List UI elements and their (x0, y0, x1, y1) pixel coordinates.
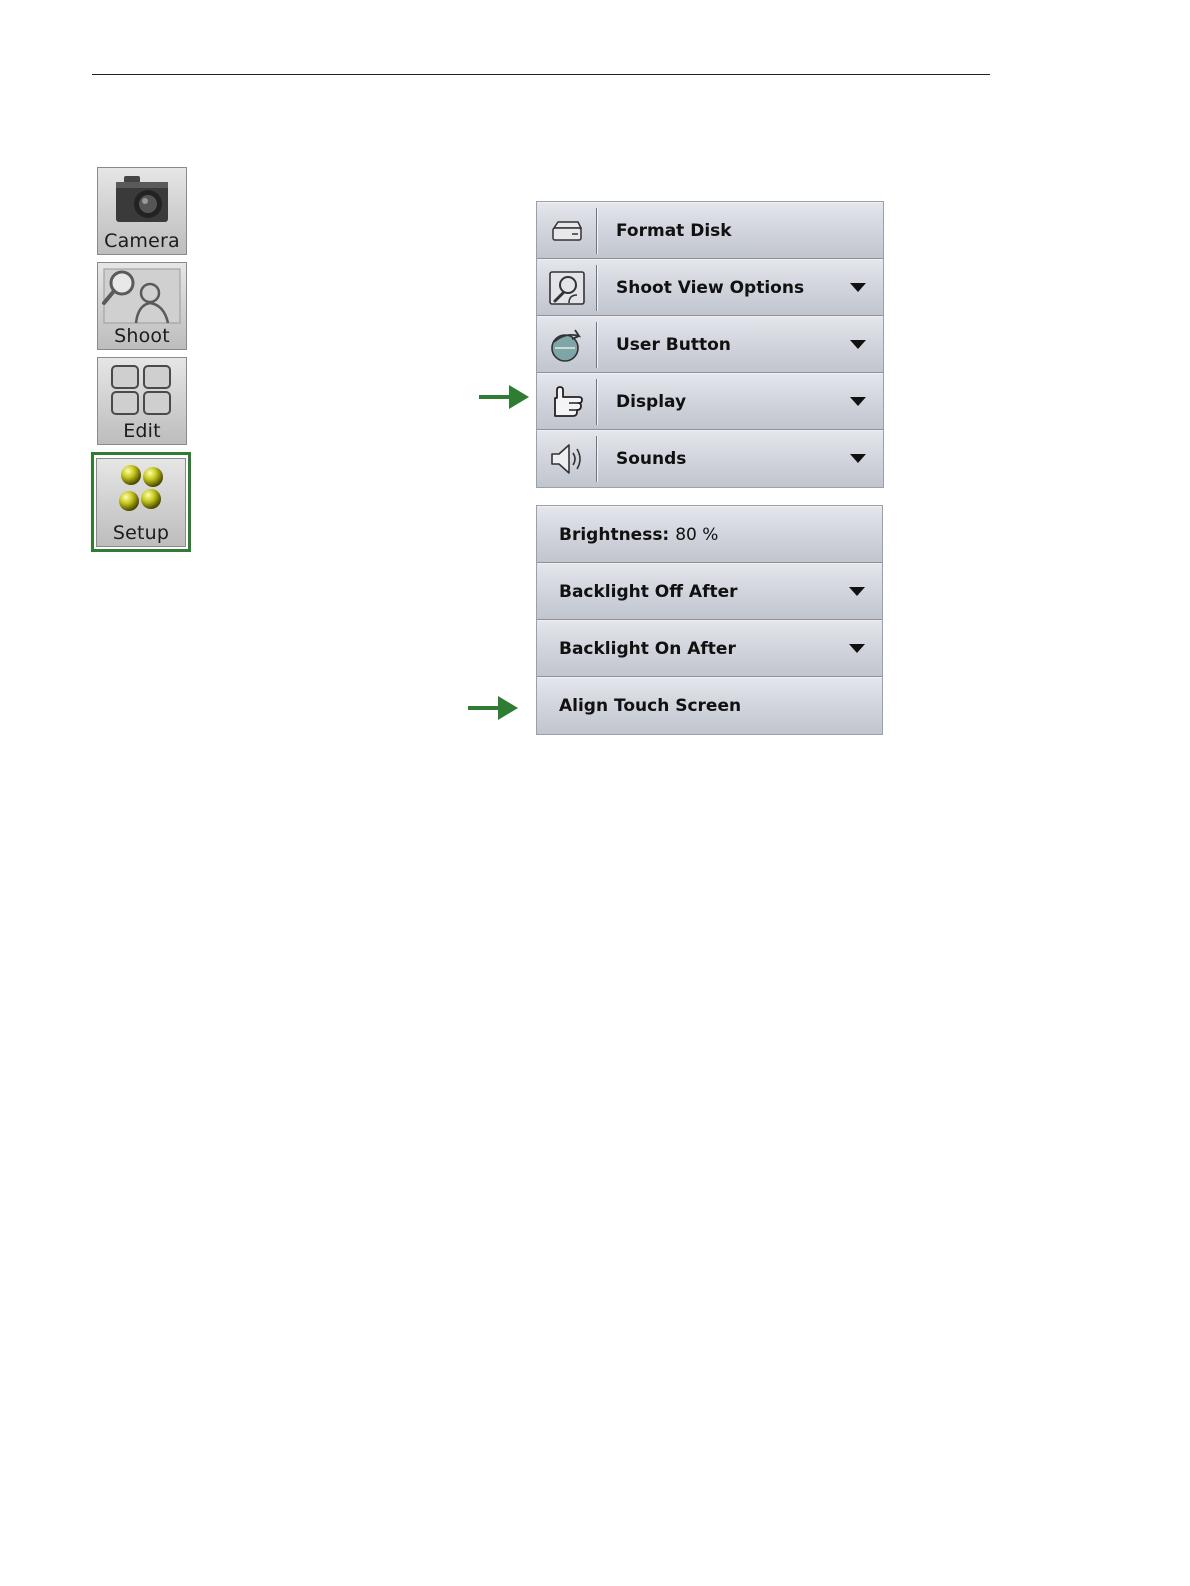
setup-mode-button[interactable] (96, 458, 186, 547)
display-menu (536, 505, 883, 735)
brightness-value: 80 % (675, 525, 719, 545)
chevron-down-icon (850, 340, 866, 349)
backlight-on-after-item[interactable] (537, 620, 882, 677)
disk-icon (537, 203, 596, 259)
shoot-view-options-item[interactable] (537, 259, 883, 316)
row-separator (596, 322, 597, 368)
align-touch-screen-callout-arrow (468, 696, 518, 720)
chevron-down-icon (849, 644, 865, 653)
backlight-off-after-label: Backlight Off After (559, 582, 738, 602)
chevron-down-icon (850, 454, 866, 463)
user-button-item[interactable] (537, 316, 883, 373)
row-separator (596, 436, 597, 482)
sounds-item[interactable] (537, 430, 883, 487)
chevron-down-icon (850, 283, 866, 292)
backlight-off-after-item[interactable] (537, 563, 882, 620)
edit-mode-label: Edit (123, 420, 161, 442)
row-separator (596, 265, 597, 311)
chevron-down-icon (849, 587, 865, 596)
align-touch-screen-item[interactable] (537, 677, 882, 734)
format-disk-label: Format Disk (616, 221, 732, 241)
row-separator (596, 208, 597, 254)
shoot-view-options-label: Shoot View Options (616, 278, 805, 298)
display-callout-arrow (479, 385, 529, 409)
edit-mode-button[interactable] (97, 357, 187, 445)
shoot-mode-label: Shoot (114, 325, 170, 347)
backlight-on-after-label: Backlight On After (559, 639, 736, 659)
sounds-label: Sounds (616, 449, 687, 469)
shoot-view-icon (537, 260, 596, 316)
header-rule (92, 74, 990, 75)
shoot-icon (98, 263, 186, 327)
setup-mode-label: Setup (112, 522, 170, 544)
camera-icon (98, 168, 186, 232)
row-separator (596, 379, 597, 425)
speaker-icon (537, 431, 596, 487)
display-label: Display (616, 392, 687, 412)
shoot-mode-button[interactable] (97, 262, 187, 350)
pointing-hand-icon (537, 374, 596, 430)
chevron-down-icon (850, 397, 866, 406)
brightness-label: Brightness: (559, 525, 670, 545)
setup-menu (536, 201, 884, 488)
display-item[interactable] (537, 373, 883, 430)
setup-icon (97, 459, 185, 523)
camera-mode-label: Camera (104, 230, 180, 252)
user-button-label: User Button (616, 335, 731, 355)
brightness-row (559, 507, 718, 564)
user-button-icon (537, 317, 596, 373)
edit-icon (98, 358, 186, 422)
align-touch-screen-label: Align Touch Screen (559, 696, 742, 716)
brightness-item[interactable] (537, 506, 882, 563)
format-disk-item[interactable] (537, 202, 883, 259)
camera-mode-button[interactable] (97, 167, 187, 255)
